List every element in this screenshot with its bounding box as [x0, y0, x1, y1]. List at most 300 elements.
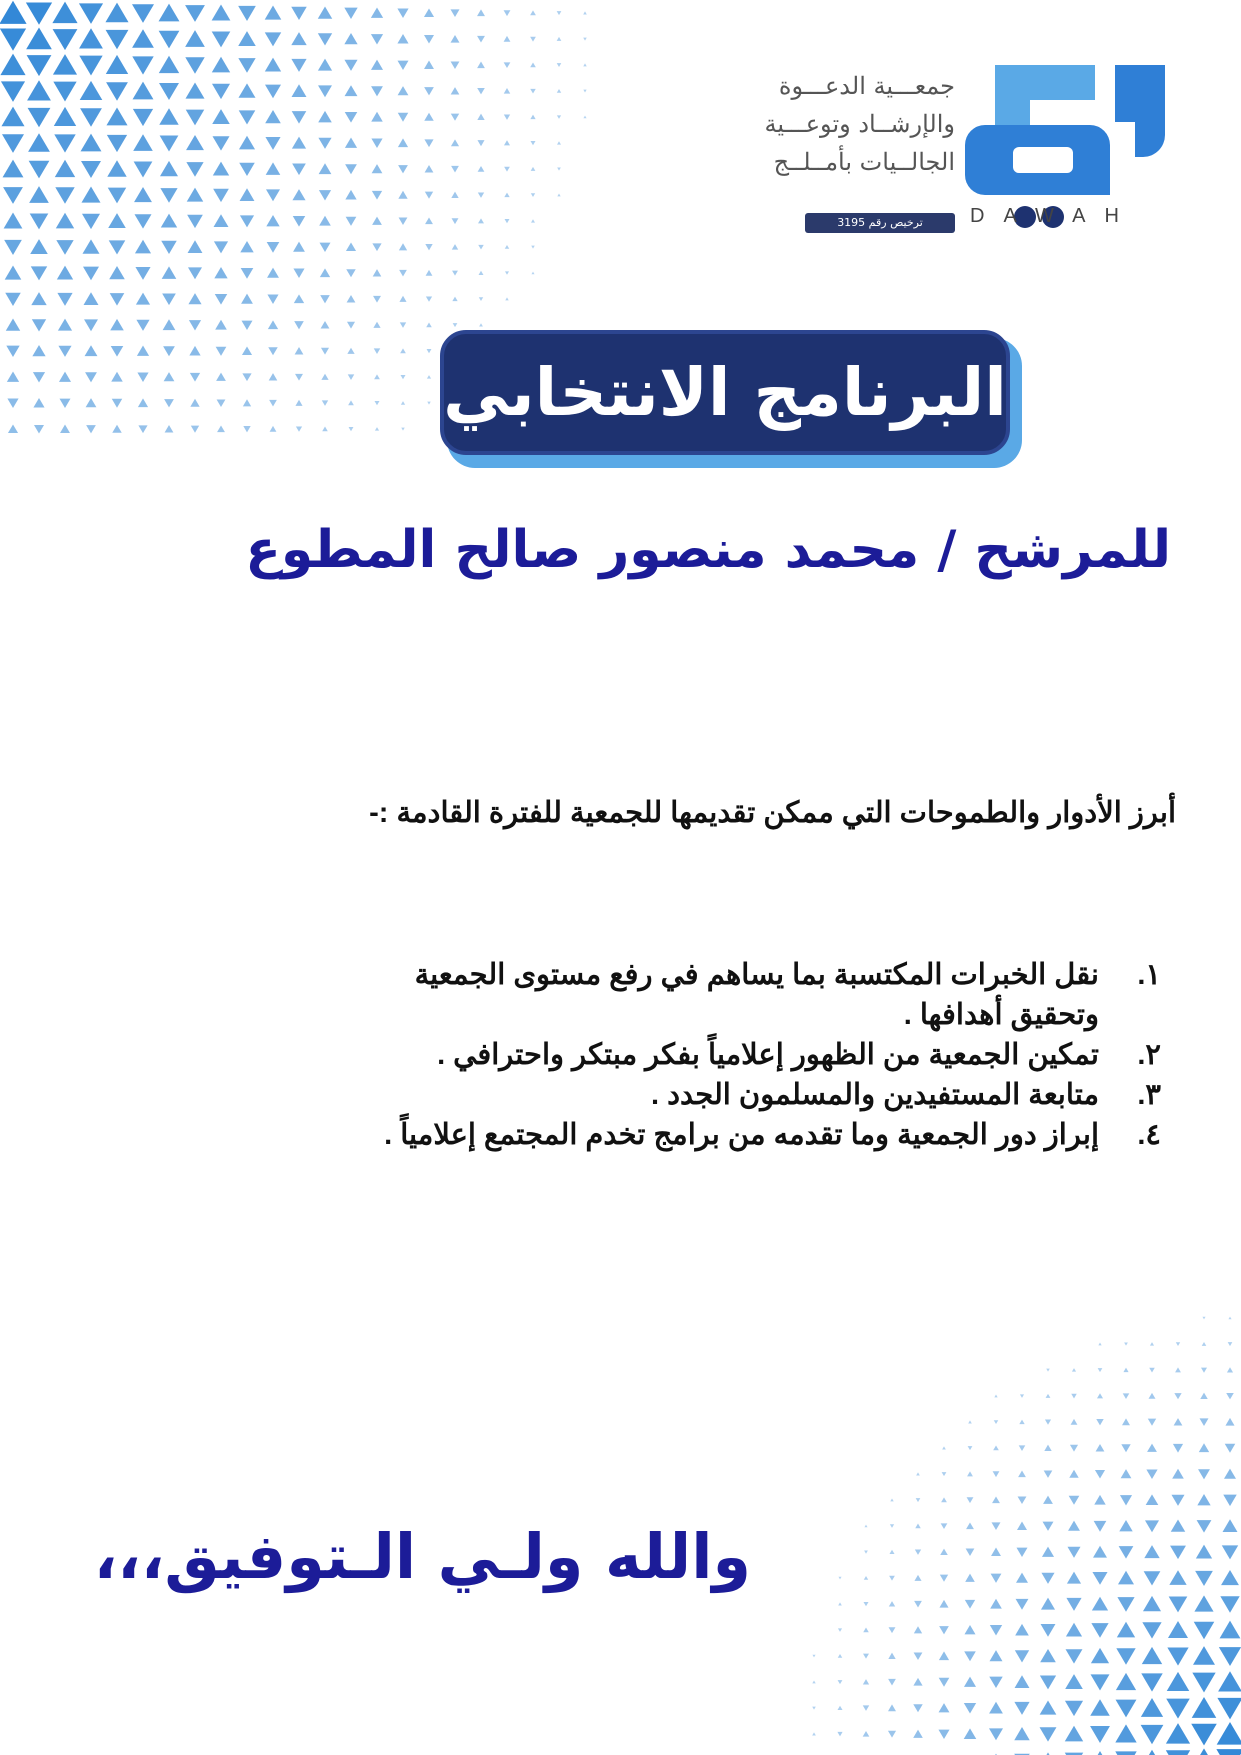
pattern-triangle: [452, 244, 458, 249]
pattern-triangle: [583, 90, 586, 93]
pattern-triangle: [1170, 1546, 1186, 1560]
pattern-triangle: [1217, 1698, 1241, 1719]
pattern-triangle: [1040, 1727, 1057, 1741]
pattern-triangle: [990, 1625, 1002, 1636]
pattern-triangle: [451, 61, 460, 69]
pattern-triangle: [424, 8, 434, 17]
pattern-triangle: [424, 61, 434, 69]
pattern-triangle: [1018, 1471, 1026, 1478]
pattern-triangle: [397, 9, 408, 19]
pattern-triangle: [371, 60, 383, 70]
pattern-triangle: [106, 108, 127, 126]
pattern-triangle: [320, 295, 330, 303]
pattern-triangle: [52, 2, 77, 23]
pattern-triangle: [58, 319, 72, 331]
pattern-triangle: [161, 241, 177, 254]
pattern-triangle: [1124, 1343, 1128, 1346]
pattern-triangle: [159, 4, 180, 22]
pattern-triangle: [217, 399, 226, 407]
pattern-triangle: [1223, 1495, 1236, 1506]
pattern-triangle: [243, 426, 250, 432]
pattern-triangle: [477, 62, 485, 69]
pattern-triangle: [212, 5, 231, 21]
list-item: [101, 955, 1161, 1035]
pattern-triangle: [110, 319, 124, 331]
pattern-triangle: [479, 323, 483, 326]
pattern-triangle: [530, 141, 535, 145]
pattern-triangle: [1041, 1624, 1056, 1637]
pattern-triangle: [504, 62, 511, 68]
pattern-triangle: [530, 10, 536, 15]
pattern-triangle: [1069, 1470, 1078, 1478]
pattern-triangle: [185, 82, 204, 98]
logo-wordmark: DAWAH: [970, 205, 1138, 227]
pattern-triangle: [31, 266, 47, 280]
pattern-triangle: [1019, 1445, 1026, 1451]
pattern-triangle: [1046, 1394, 1051, 1398]
pattern-triangle: [1174, 1393, 1181, 1399]
pattern-triangle: [238, 58, 255, 73]
pattern-triangle: [479, 297, 483, 301]
pattern-triangle: [133, 109, 153, 126]
pattern-triangle: [292, 111, 307, 123]
pattern-triangle: [373, 269, 382, 276]
program-title: البرنامج الانتخابي: [443, 354, 1007, 431]
pattern-triangle: [267, 268, 279, 278]
pattern-triangle: [345, 85, 358, 96]
pattern-triangle: [968, 1446, 973, 1450]
pattern-triangle: [371, 139, 382, 149]
pattern-triangle: [504, 88, 511, 94]
pattern-triangle: [1191, 1748, 1217, 1755]
pattern-triangle: [426, 322, 432, 327]
pattern-triangle: [1016, 1599, 1029, 1610]
pattern-triangle: [1201, 1368, 1207, 1373]
pattern-triangle: [348, 374, 355, 380]
pattern-triangle: [1220, 1596, 1239, 1612]
pattern-triangle: [375, 427, 379, 431]
pattern-triangle: [268, 347, 277, 355]
pattern-triangle: [942, 1472, 947, 1476]
section-heading: أبرز الأدوار والطموحات التي ممكن تقديمها للجمعية للفترة القادمة :-: [369, 797, 1176, 829]
pattern-triangle: [939, 1651, 949, 1660]
pattern-triangle: [60, 425, 70, 433]
pattern-triangle: [372, 217, 382, 225]
pattern-triangle: [451, 139, 459, 146]
pattern-triangle: [107, 135, 127, 152]
pattern-triangle: [451, 166, 459, 173]
pattern-triangle: [1216, 1749, 1241, 1755]
pattern-triangle: [185, 5, 205, 22]
pattern-triangle: [186, 110, 204, 126]
pattern-triangle: [557, 11, 562, 15]
pattern-triangle: [79, 56, 102, 76]
pattern-triangle: [265, 58, 281, 72]
pattern-triangle: [557, 168, 561, 171]
pattern-triangle: [993, 1445, 999, 1450]
pattern-triangle: [243, 399, 251, 406]
pattern-triangle: [240, 241, 253, 252]
pattern-triangle: [238, 6, 256, 21]
pattern-triangle: [1141, 1725, 1164, 1744]
pattern-triangle: [913, 1704, 922, 1712]
pattern-triangle: [504, 114, 510, 119]
pattern-triangle: [28, 133, 50, 152]
pattern-triangle: [1043, 1496, 1053, 1504]
pattern-triangle: [26, 27, 52, 49]
pattern-triangle: [134, 187, 152, 202]
pattern-triangle: [966, 1548, 975, 1555]
pattern-triangle: [425, 192, 433, 199]
candidate-name: للمرشح / محمد منصور صالح المطوع: [245, 520, 1171, 580]
pattern-triangle: [913, 1678, 922, 1686]
pattern-triangle: [864, 1576, 868, 1580]
pattern-triangle: [398, 86, 409, 95]
pattern-triangle: [159, 31, 180, 49]
pattern-triangle: [557, 89, 561, 93]
pattern-triangle: [215, 320, 227, 330]
pattern-triangle: [1192, 1697, 1217, 1718]
pattern-triangle: [239, 136, 255, 150]
pattern-triangle: [1202, 1317, 1205, 1320]
pattern-triangle: [322, 400, 328, 405]
pattern-triangle: [265, 32, 281, 46]
pattern-triangle: [838, 1654, 843, 1658]
pattern-triangle: [1065, 1701, 1083, 1716]
pattern-triangle: [1121, 1469, 1132, 1478]
pattern-triangle: [939, 1600, 948, 1608]
pattern-triangle: [371, 34, 383, 44]
pattern-triangle: [1200, 1393, 1207, 1399]
pattern-triangle: [106, 30, 129, 49]
pattern-triangle: [1142, 1647, 1162, 1664]
pattern-triangle: [890, 1524, 894, 1528]
pattern-triangle: [914, 1652, 923, 1659]
pattern-triangle: [108, 213, 126, 228]
pattern-triangle: [812, 1732, 816, 1735]
pattern-triangle: [915, 1524, 920, 1529]
pattern-triangle: [108, 188, 126, 204]
pattern-triangle: [864, 1550, 868, 1553]
pattern-triangle: [319, 190, 331, 200]
pattern-triangle: [915, 1549, 921, 1554]
pattern-triangle: [504, 167, 510, 172]
pattern-triangle: [916, 1472, 920, 1475]
list-item-text-line-1: نقل الخبرات المكتسبة بما يساهم في رفع مستوى الجمعية: [414, 959, 1099, 991]
pattern-triangle: [1043, 1522, 1054, 1531]
pattern-triangle: [295, 347, 304, 354]
pattern-triangle: [1144, 1571, 1161, 1585]
pattern-triangle: [345, 190, 356, 200]
corner-triangle-pattern-bottom-right: [801, 1305, 1241, 1755]
pattern-triangle: [964, 1728, 977, 1739]
pattern-triangle: [318, 7, 332, 19]
pattern-triangle: [1173, 1444, 1183, 1453]
pattern-triangle: [478, 218, 484, 223]
organization-logo: [735, 55, 1195, 245]
pattern-triangle: [265, 6, 282, 20]
pattern-triangle: [477, 9, 485, 16]
pattern-triangle: [1149, 1368, 1155, 1373]
pattern-triangle: [398, 191, 407, 199]
pattern-triangle: [163, 319, 176, 330]
pattern-triangle: [964, 1703, 976, 1714]
pattern-triangle: [83, 267, 99, 281]
pattern-triangle: [106, 55, 128, 74]
pattern-triangle: [346, 242, 356, 251]
pattern-triangle: [1040, 1675, 1056, 1689]
pattern-triangle: [938, 1730, 949, 1739]
pattern-triangle: [33, 372, 45, 382]
pattern-triangle: [530, 62, 536, 67]
pattern-triangle: [138, 398, 148, 407]
pattern-triangle: [164, 372, 175, 381]
pattern-triangle: [994, 1420, 999, 1424]
pattern-triangle: [1019, 1420, 1024, 1425]
pattern-triangle: [1226, 1393, 1234, 1399]
logo-line-1: جمعـــية الدعـــوة: [778, 72, 955, 100]
pattern-triangle: [1166, 1750, 1190, 1755]
pattern-triangle: [59, 372, 71, 382]
pattern-triangle: [294, 294, 304, 303]
pattern-triangle: [189, 320, 201, 330]
pattern-triangle: [265, 137, 280, 150]
pattern-triangle: [864, 1525, 867, 1528]
pattern-triangle: [133, 134, 153, 151]
pattern-triangle: [215, 294, 227, 305]
pattern-triangle: [213, 162, 229, 176]
pattern-triangle: [1224, 1469, 1236, 1479]
pattern-triangle: [1221, 1570, 1239, 1585]
pattern-triangle: [84, 319, 98, 331]
pattern-triangle: [187, 215, 203, 228]
pattern-triangle: [812, 1680, 815, 1683]
pattern-triangle: [186, 135, 204, 150]
pattern-triangle: [268, 320, 278, 329]
pattern-triangle: [965, 1574, 975, 1582]
pattern-triangle: [265, 85, 281, 99]
pattern-triangle: [1218, 1671, 1241, 1691]
pattern-triangle: [109, 266, 125, 279]
pattern-triangle: [293, 269, 304, 278]
pattern-triangle: [863, 1628, 869, 1633]
pattern-triangle: [1045, 1420, 1051, 1425]
pattern-triangle: [1040, 1700, 1057, 1714]
pattern-triangle: [266, 215, 279, 226]
pattern-triangle: [505, 219, 510, 223]
pattern-triangle: [53, 29, 78, 50]
pattern-triangle: [914, 1575, 921, 1581]
pattern-triangle: [1098, 1343, 1101, 1346]
pattern-triangle: [191, 426, 199, 433]
pattern-triangle: [164, 399, 174, 407]
pattern-triangle: [1094, 1495, 1105, 1505]
pattern-triangle: [241, 268, 254, 279]
pattern-triangle: [165, 425, 174, 432]
pattern-triangle: [242, 373, 251, 381]
pattern-triangle: [890, 1498, 893, 1501]
pattern-triangle: [160, 188, 177, 203]
pattern-triangle: [964, 1677, 976, 1687]
pattern-triangle: [344, 33, 357, 44]
pattern-triangle: [968, 1420, 972, 1423]
pattern-triangle: [1141, 1673, 1162, 1691]
pattern-triangle: [1071, 1419, 1078, 1425]
pattern-triangle: [187, 188, 203, 202]
pattern-triangle: [452, 271, 458, 276]
pattern-triangle: [185, 30, 205, 47]
pattern-triangle: [1200, 1418, 1209, 1426]
pattern-triangle: [1091, 1674, 1110, 1690]
pattern-triangle: [1070, 1445, 1078, 1452]
pattern-triangle: [269, 373, 278, 380]
pattern-triangle: [1015, 1624, 1029, 1636]
pattern-triangle: [1202, 1342, 1207, 1346]
pattern-triangle: [1217, 1722, 1241, 1745]
pattern-triangle: [557, 141, 561, 144]
pattern-triangle: [477, 36, 485, 43]
pattern-triangle: [54, 107, 76, 126]
dawah-logo-mark-icon: [965, 55, 1170, 205]
pattern-triangle: [1093, 1546, 1107, 1558]
pattern-triangle: [292, 164, 306, 176]
pattern-triangle: [425, 244, 432, 250]
pattern-triangle: [505, 271, 509, 274]
pattern-triangle: [424, 87, 434, 95]
pattern-triangle: [1150, 1342, 1154, 1345]
pattern-triangle: [347, 295, 356, 302]
pattern-triangle: [941, 1523, 948, 1529]
pattern-triangle: [1145, 1520, 1159, 1532]
pattern-triangle: [1065, 1674, 1083, 1689]
pattern-triangle: [34, 425, 44, 434]
pattern-triangle: [989, 1702, 1003, 1714]
pattern-triangle: [371, 7, 383, 17]
pattern-triangle: [1171, 1495, 1184, 1506]
pattern-triangle: [1122, 1418, 1130, 1425]
pattern-triangle: [425, 165, 434, 172]
pattern-triangle: [349, 427, 354, 431]
pattern-triangle: [80, 108, 102, 127]
pattern-triangle: [107, 160, 126, 176]
pattern-triangle: [426, 270, 433, 276]
pattern-triangle: [32, 345, 45, 356]
pattern-triangle: [1168, 1621, 1188, 1638]
pattern-triangle: [372, 243, 381, 251]
pattern-triangle: [939, 1703, 950, 1712]
pattern-triangle: [400, 322, 406, 327]
pattern-triangle: [53, 54, 77, 75]
pattern-triangle: [530, 89, 535, 94]
pattern-triangle: [1044, 1445, 1051, 1451]
pattern-triangle: [397, 34, 408, 43]
pattern-triangle: [266, 189, 280, 201]
pattern-triangle: [450, 9, 459, 17]
list-item: [101, 1035, 1161, 1075]
pattern-triangle: [400, 375, 405, 379]
pattern-triangle: [452, 297, 457, 302]
pattern-triangle: [1091, 1648, 1109, 1663]
pattern-triangle: [1166, 1723, 1190, 1744]
pattern-triangle: [188, 240, 203, 253]
pattern-triangle: [347, 348, 354, 354]
pattern-triangle: [1166, 1699, 1190, 1719]
pattern-triangle: [1167, 1672, 1189, 1691]
pattern-triangle: [838, 1602, 842, 1605]
pattern-triangle: [424, 113, 433, 121]
pattern-triangle: [30, 214, 49, 230]
pattern-triangle: [1120, 1495, 1132, 1505]
pattern-triangle: [504, 140, 510, 145]
pattern-triangle: [291, 59, 306, 72]
pattern-triangle: [1090, 1751, 1110, 1755]
list-item: [101, 1075, 1161, 1115]
pattern-triangle: [53, 82, 76, 102]
pattern-triangle: [295, 374, 303, 381]
pattern-triangle: [60, 399, 71, 408]
pattern-triangle: [106, 82, 128, 101]
pattern-triangle: [399, 243, 407, 250]
pattern-triangle: [583, 116, 586, 119]
pattern-triangle: [1020, 1394, 1024, 1397]
pattern-triangle: [991, 1548, 1001, 1556]
pattern-triangle: [398, 138, 408, 147]
pattern-triangle: [8, 424, 18, 433]
pattern-triangle: [1117, 1597, 1134, 1612]
pattern-triangle: [56, 240, 73, 255]
pattern-triangle: [1225, 1444, 1236, 1453]
goals-list: [101, 955, 1161, 1155]
logo-line-2: والإرشــاد وتوعـــية: [764, 110, 955, 138]
pattern-triangle: [214, 267, 227, 278]
pattern-triangle: [190, 399, 199, 407]
pattern-triangle: [269, 400, 277, 407]
pattern-triangle: [1147, 1444, 1157, 1452]
pattern-triangle: [478, 192, 484, 197]
pattern-triangle: [504, 36, 511, 42]
pattern-triangle: [135, 240, 151, 254]
pattern-triangle: [939, 1626, 949, 1634]
pattern-triangle: [28, 108, 51, 127]
pattern-triangle: [374, 401, 379, 405]
pattern-triangle: [1096, 1444, 1105, 1451]
pattern-triangle: [1144, 1545, 1159, 1558]
pattern-triangle: [1067, 1572, 1081, 1584]
pattern-triangle: [1041, 1573, 1054, 1584]
pattern-triangle: [1146, 1494, 1159, 1505]
pattern-triangle: [1197, 1520, 1212, 1533]
pattern-triangle: [295, 400, 302, 406]
pattern-triangle: [293, 242, 305, 252]
logo-line-3: الجالــيات بأمــلــج: [773, 148, 955, 176]
pattern-triangle: [400, 348, 406, 353]
pattern-triangle: [5, 293, 21, 306]
pattern-triangle: [531, 219, 535, 222]
pattern-triangle: [270, 426, 277, 432]
pattern-triangle: [4, 240, 22, 255]
pattern-triangle: [55, 187, 74, 203]
pattern-triangle: [557, 37, 562, 41]
pattern-triangle: [583, 38, 587, 41]
pattern-triangle: [185, 57, 204, 73]
pattern-triangle: [1040, 1649, 1056, 1662]
pattern-triangle: [914, 1601, 922, 1608]
pattern-triangle: [939, 1678, 950, 1687]
list-item-text-line-2: وتحقيق أهدافها .: [903, 999, 1099, 1031]
pattern-triangle: [1098, 1368, 1103, 1372]
pattern-triangle: [1143, 1596, 1161, 1611]
pattern-triangle: [133, 82, 154, 100]
